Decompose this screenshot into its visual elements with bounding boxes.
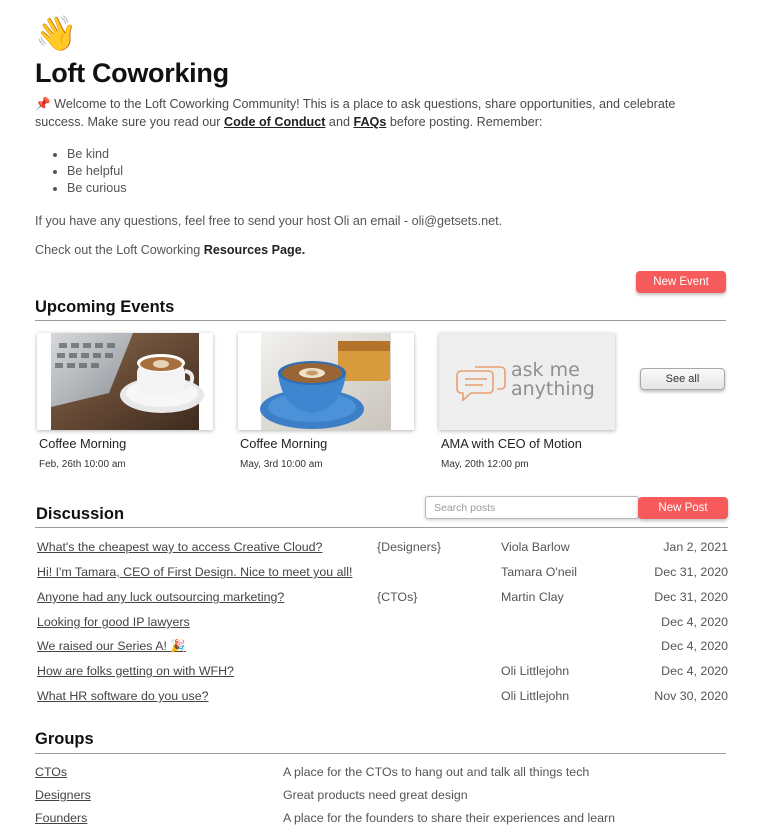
- event-title[interactable]: Coffee Morning: [240, 436, 328, 451]
- waving-hand-icon: 👋: [35, 15, 78, 53]
- post-row: [37, 664, 728, 684]
- post-date: Dec 4, 2020: [661, 664, 728, 678]
- ama-logo-text: [511, 361, 595, 399]
- post-row: [37, 540, 728, 560]
- discussion-heading: Discussion: [36, 505, 125, 523]
- ama-logo-line-1: ask me: [511, 359, 580, 381]
- post-row: [37, 639, 728, 659]
- post-date: Dec 4, 2020: [661, 615, 728, 629]
- post-author: Martin Clay: [501, 590, 564, 604]
- event-title[interactable]: AMA with CEO of Motion: [441, 436, 582, 451]
- intro-text-after: before posting. Remember:: [386, 115, 543, 129]
- post-date: Dec 31, 2020: [654, 565, 728, 579]
- post-title-link[interactable]: We raised our Series A! 🎉: [37, 639, 186, 653]
- post-date: Nov 30, 2020: [654, 689, 728, 703]
- event-card[interactable]: [238, 333, 416, 470]
- intro-text-before: Welcome to the Loft Coworking Community! This is a place to ask questions, share opportunities, and celebrate success. Make sure you read our: [35, 97, 676, 129]
- group-link-designers[interactable]: Designers: [35, 788, 91, 802]
- post-date: Dec 4, 2020: [661, 639, 728, 653]
- see-all-events-button[interactable]: See all: [640, 368, 725, 390]
- pin-icon: 📌: [35, 97, 51, 111]
- event-title[interactable]: Coffee Morning: [39, 436, 127, 451]
- event-card[interactable]: [439, 333, 617, 470]
- event-image-blue-cup[interactable]: [238, 333, 414, 430]
- post-author: Tamara O'neil: [501, 565, 578, 579]
- events-divider: [35, 320, 726, 321]
- rule-item: • Be kind: [67, 146, 127, 163]
- contact-text: If you have any questions, feel free to send your host Oli an email - oli@getsets.net.: [35, 214, 503, 228]
- post-title-link[interactable]: What's the cheapest way to access Creative Cloud?: [37, 540, 323, 554]
- code-of-conduct-link[interactable]: Code of Conduct: [224, 115, 326, 129]
- welcome-text: [35, 95, 725, 131]
- post-group: {Designers}: [377, 540, 442, 554]
- rules-list: [49, 146, 127, 197]
- post-row: [37, 689, 728, 709]
- post-title-link[interactable]: What HR software do you use?: [37, 689, 209, 703]
- post-author: Viola Barlow: [501, 540, 570, 554]
- group-description: A place for the CTOs to hang out and talk all things tech: [283, 765, 590, 779]
- intro-and-text: and: [325, 115, 354, 129]
- group-description: A place for the founders to share their experiences and learn: [283, 811, 615, 825]
- group-link-founders[interactable]: Founders: [35, 811, 88, 825]
- resources-page-link[interactable]: Resources Page.: [203, 243, 306, 257]
- post-title-link[interactable]: How are folks getting on with WFH?: [37, 664, 234, 678]
- blue-coffee-cup-image: [238, 333, 414, 430]
- faqs-link[interactable]: FAQs: [353, 115, 387, 129]
- rule-item: • Be helpful: [67, 163, 127, 180]
- post-group: {CTOs}: [377, 590, 418, 604]
- group-description: Great products need great design: [283, 788, 468, 802]
- post-row: [37, 590, 728, 610]
- post-author: Oli Littlejohn: [501, 664, 570, 678]
- event-date: May, 3rd 10:00 am: [240, 459, 323, 470]
- resources-text: [35, 243, 305, 257]
- page-title: Loft Coworking: [35, 58, 229, 88]
- groups-heading: Groups: [35, 730, 94, 748]
- post-title-link[interactable]: Hi! I'm Tamara, CEO of First Design. Nice to meet you all!: [37, 565, 353, 579]
- event-card[interactable]: [37, 333, 215, 470]
- groups-divider: [35, 753, 726, 754]
- search-posts-input[interactable]: [425, 496, 639, 519]
- post-date: Dec 31, 2020: [654, 590, 728, 604]
- post-date: Jan 2, 2021: [663, 540, 728, 554]
- new-event-button[interactable]: New Event: [636, 271, 726, 293]
- post-title-link[interactable]: Looking for good IP lawyers: [37, 615, 190, 629]
- group-link-ctos[interactable]: CTOs: [35, 765, 68, 779]
- event-date: May, 20th 12:00 pm: [441, 459, 529, 470]
- new-post-button[interactable]: New Post: [638, 497, 728, 519]
- post-title-link[interactable]: Anyone had any luck outsourcing marketing?: [37, 590, 285, 604]
- event-date: Feb, 26th 10:00 am: [39, 459, 126, 470]
- event-image-coffee-laptop[interactable]: [37, 333, 213, 430]
- resources-prefix: Check out the Loft Coworking: [35, 243, 204, 257]
- ama-logo-line-2: anything: [511, 378, 595, 400]
- coffee-laptop-image: [37, 333, 213, 430]
- discussion-divider: [35, 527, 728, 528]
- post-row: [37, 615, 728, 635]
- post-author: Oli Littlejohn: [501, 689, 570, 703]
- upcoming-events-heading: Upcoming Events: [35, 298, 175, 316]
- post-row: [37, 565, 728, 585]
- event-image-ama[interactable]: [439, 333, 615, 430]
- rule-item: • Be curious: [67, 180, 127, 197]
